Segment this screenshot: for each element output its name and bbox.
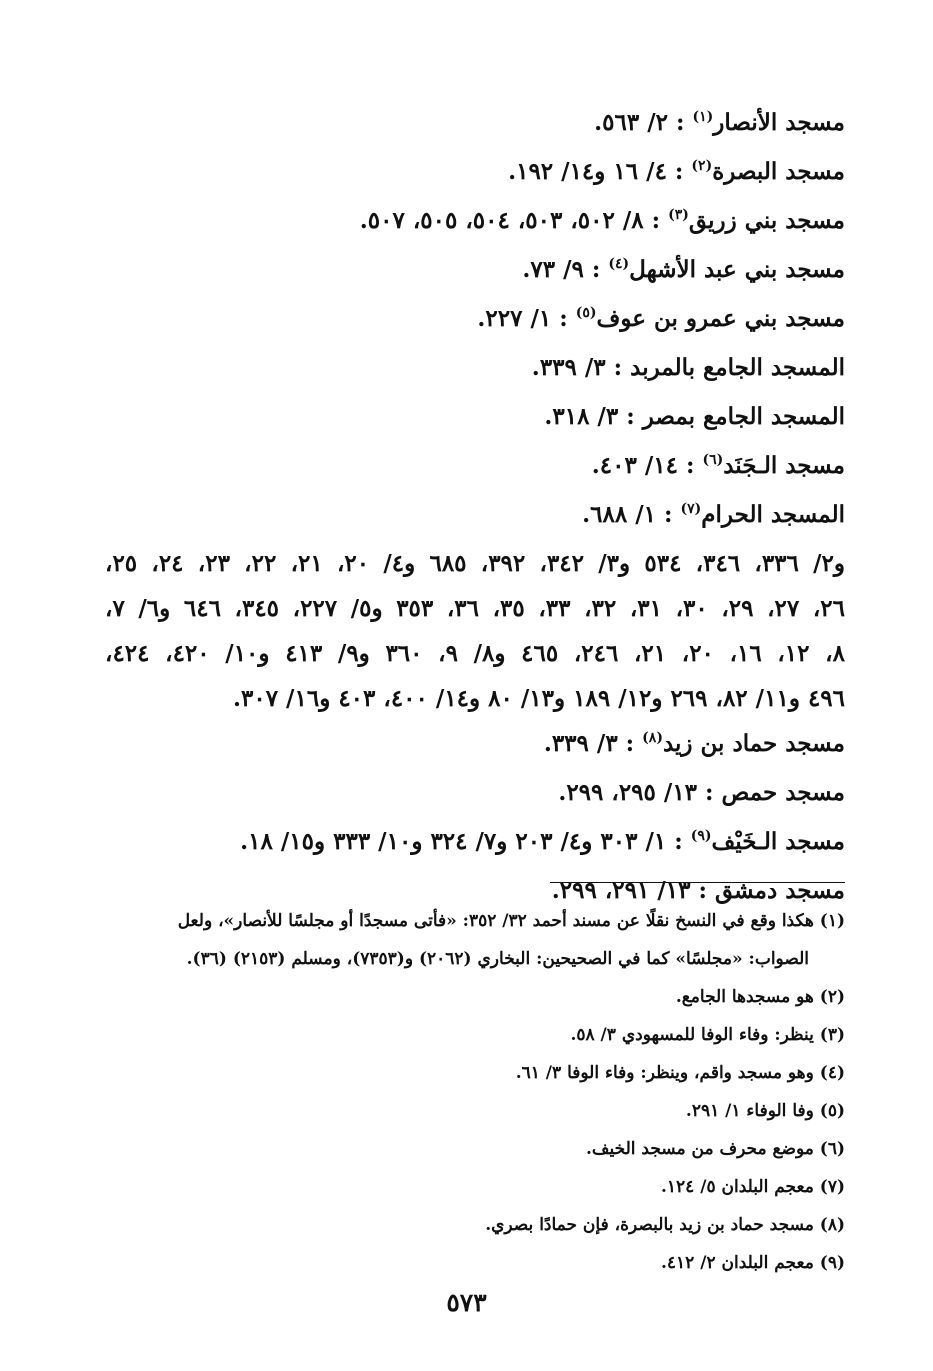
footnote-number: (٤)	[819, 1063, 845, 1083]
footnote	[85, 902, 845, 940]
entry-references: : ١/ ٦٨٨.	[582, 501, 673, 528]
entry-references: : ٢/ ٥٦٣.	[594, 109, 685, 136]
footnote-text: ينظر: وفاء الوفا للمسهودي ٣/ ٥٨.	[570, 1025, 814, 1045]
entry-references: : ١٣/ ٢٩١، ٢٩٩.	[551, 877, 707, 904]
entry-references: : ١/ ٣٠٣ و٤/ ٢٠٣ و٧/ ٣٢٤ و١٠/ ٣٣٣ و١٥/ ١٨.	[240, 828, 683, 855]
footnote-marker: (٤)	[608, 256, 630, 272]
entry-continuation-line: و٢/ ٣٣٦، ٣٤٦، ٥٣٤ و٣/ ٣٤٢، ٣٩٢، ٦٨٥ و٤/ ٢٠، ٢١، ٢٢، ٢٣، ٢٤، ٢٥،	[105, 550, 845, 577]
footnote	[85, 1092, 845, 1130]
entry-references: : ٩/ ٧٣.	[522, 256, 601, 283]
footnote-text: معجم البلدان ٥/ ١٢٤.	[661, 1177, 814, 1197]
entry-references: : ٣/ ٣٣٩.	[543, 730, 635, 757]
footnote-number: (٧)	[819, 1177, 845, 1197]
entry-references: : ١٣/ ٢٩٥، ٢٩٩.	[558, 779, 714, 806]
entry-label: مسجد حمص	[721, 779, 845, 806]
entry-label: مسجد الـخَيْف	[711, 828, 845, 855]
footnote-number: (٥)	[819, 1101, 845, 1121]
footnote-divider	[550, 882, 845, 883]
entry-label: مسجد بني زريق	[688, 207, 845, 234]
footnote-marker: (٦)	[702, 452, 724, 468]
entry-label: مسجد بني عبد الأشهل	[629, 256, 845, 283]
footnote-marker: (٥)	[575, 305, 597, 321]
footnotes	[85, 902, 845, 1282]
entry-references: : ٣/ ٣٣٩.	[531, 354, 623, 381]
footnote-marker: (٧)	[680, 501, 702, 517]
footnote-number: (١)	[819, 911, 845, 931]
footnote-continuation: الصواب: «مجلسًا» كما في الصحيحين: البخاري (٢٠٦٢) و(٧٣٥٣)، ومسلم (٢١٥٣) (٣٦).	[186, 949, 809, 969]
entry-references: : ٣/ ٣١٨.	[544, 403, 635, 430]
entry-label: المسجد الجامع بالمربد	[630, 354, 845, 381]
footnote-marker: (٩)	[690, 828, 712, 844]
entry-continuation-line: ٨، ١٢، ١٦، ٢٠، ٢١، ٢٤٦، ٤٦٥ و٨/ ٩، ٣٦٠ و٩/ ٤١٣ و١٠/ ٤٢٠، ٤٢٤،	[105, 640, 845, 667]
footnote-number: (٣)	[819, 1025, 845, 1045]
index-entry	[85, 100, 845, 149]
entry-label: المسجد الحرام	[701, 501, 845, 528]
entry-references: : ١/ ٢٢٧.	[477, 305, 568, 332]
footnote-marker: (٣)	[668, 207, 689, 223]
index-entry	[85, 443, 845, 492]
entry-label: مسجد الـجَنَد	[723, 452, 845, 479]
entry-label: مسجد حماد بن زيد	[662, 730, 845, 757]
index-entry	[85, 149, 845, 198]
index-entry	[85, 721, 845, 770]
footnote	[85, 1130, 845, 1168]
footnote-number: (٦)	[819, 1139, 845, 1159]
index-entry	[85, 770, 845, 819]
index-entry	[85, 345, 845, 394]
footnote-text: معجم البلدان ٢/ ٤١٢.	[661, 1253, 814, 1273]
index-entry	[85, 492, 845, 541]
entry-label: مسجد بني عمرو بن عوف	[596, 305, 845, 332]
footnote-marker: (١)	[692, 109, 714, 125]
entry-references: : ٨/ ٥٠٢، ٥٠٣، ٥٠٤، ٥٠٥، ٥٠٧.	[359, 207, 661, 234]
index-entry	[85, 247, 845, 296]
footnote-text: موضع محرف من مسجد الخيف.	[585, 1139, 814, 1159]
footnote	[85, 1168, 845, 1206]
entry-label: المسجد الجامع بمصر	[642, 403, 845, 430]
footnote-text: هو مسجدها الجامع.	[675, 987, 814, 1007]
footnote-text: وفا الوفاء ١/ ٢٩١.	[685, 1101, 814, 1121]
entry-continuation-line: ٤٩٦ و١١/ ٨٢، ٢٦٩ و١٢/ ١٨٩ و١٣/ ٨٠ و١٤/ ٤٠٠، ٤٠٣ و١٦/ ٣٠٧.	[232, 685, 845, 712]
index-entry	[85, 198, 845, 247]
footnote-number: (٩)	[819, 1253, 845, 1273]
footnote	[85, 1244, 845, 1282]
entry-label: مسجد دمشق	[714, 877, 845, 904]
footnote-text: هكذا وقع في النسخ نقلًا عن مسند أحمد ٣٢/ ٣٥٢: «فأتى مسجدًا أو مجلسًا للأنصار»، ولعل	[177, 911, 814, 931]
entry-references: : ١٤/ ٤٠٣.	[591, 452, 695, 479]
page-number: ٥٧٣	[446, 1288, 487, 1317]
footnote-number: (٢)	[819, 987, 845, 1007]
footnote-number: (٨)	[819, 1215, 845, 1235]
footnote-text: مسجد حماد بن زيد بالبصرة، فإن حمادًا بصري.	[485, 1215, 814, 1235]
index-entry	[85, 296, 845, 345]
footnote-marker: (٢)	[691, 158, 713, 174]
index-entries	[85, 100, 845, 917]
footnote	[85, 978, 845, 1016]
footnote-marker: (٨)	[642, 730, 663, 746]
index-entry	[85, 819, 845, 868]
entry-label: مسجد الأنصار	[713, 109, 845, 136]
footnote	[85, 1054, 845, 1092]
index-entry	[85, 394, 845, 443]
entry-continuation-line: ٢٦، ٢٧، ٢٩، ٣٠، ٣١، ٣٢، ٣٣، ٣٥، ٣٦، ٣٥٣ و٥/ ٢٢٧، ٣٤٥، ٦٤٦ و٦/ ٧،	[105, 595, 846, 622]
footnote	[85, 1206, 845, 1244]
entry-label: مسجد البصرة	[712, 158, 845, 185]
footnote-text: وهو مسجد واقم، وينظر: وفاء الوفا ٣/ ٦١.	[515, 1063, 814, 1083]
footnote	[85, 1016, 845, 1054]
entry-references: : ٤/ ١٦ و١٤/ ١٩٢.	[508, 158, 684, 185]
